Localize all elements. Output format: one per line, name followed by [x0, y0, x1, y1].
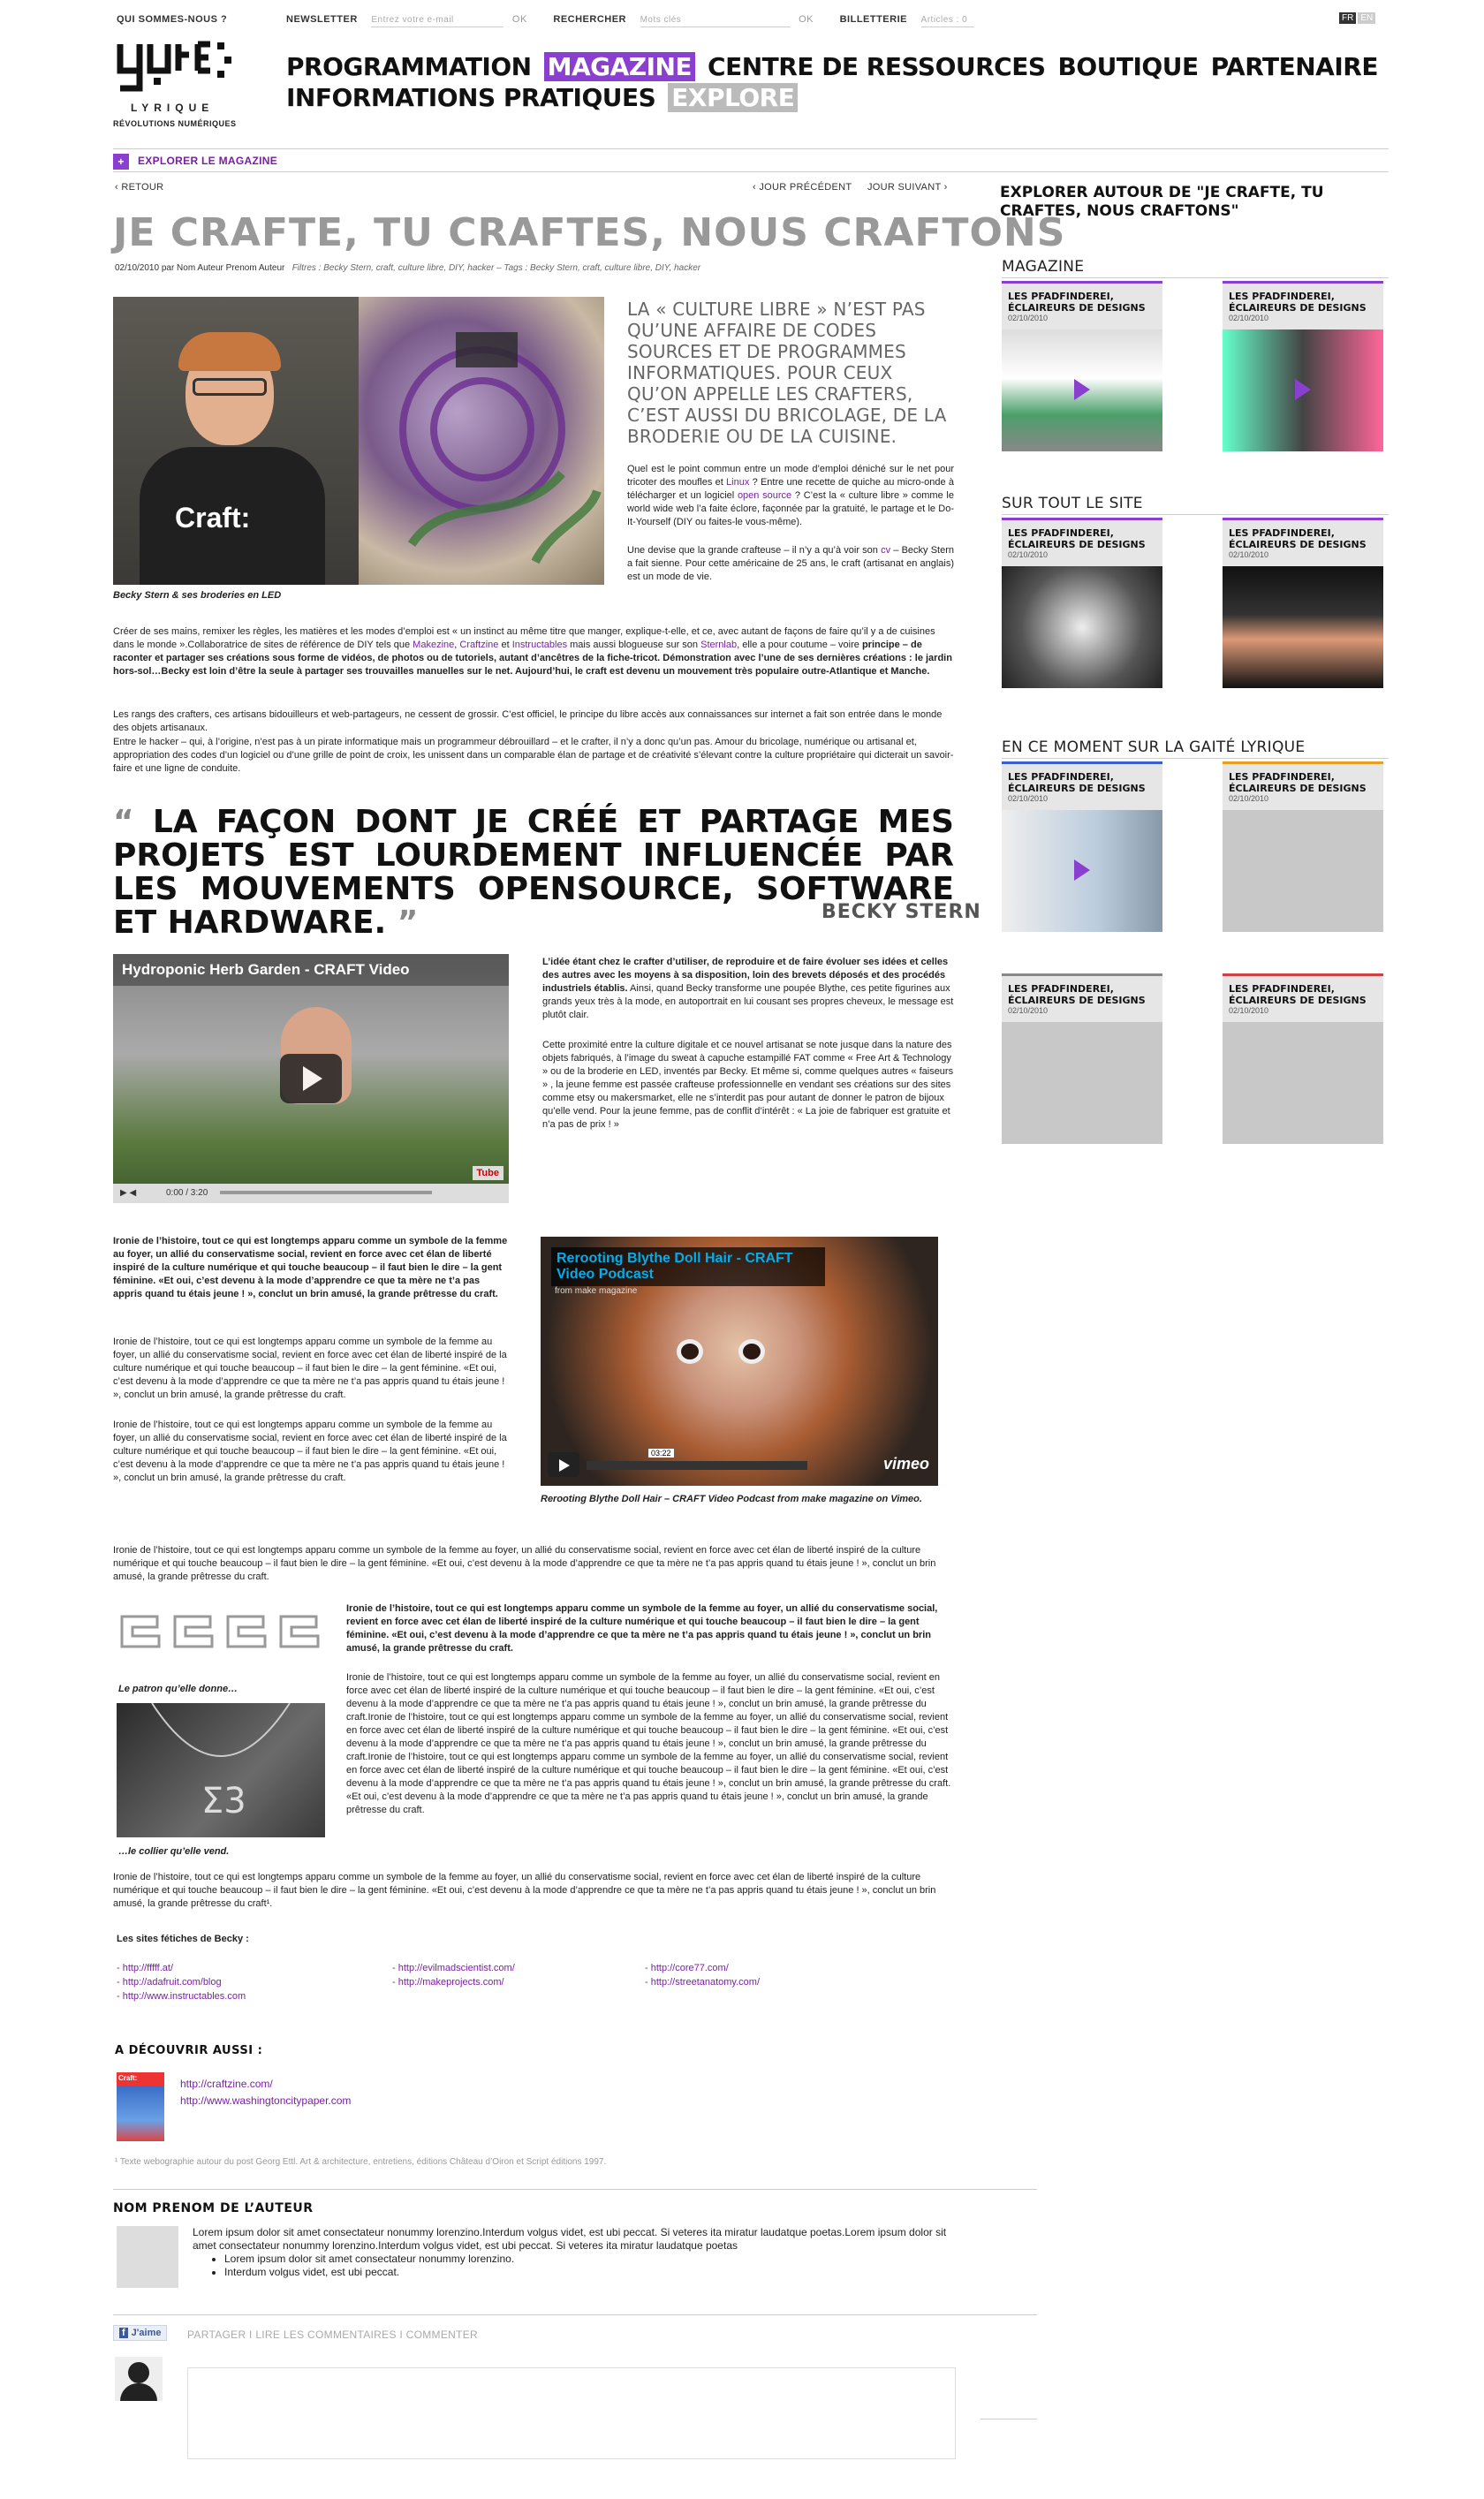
author-list-item: • Lorem ipsum dolor sit amet consectateur nonummy lorenzino. [224, 2253, 958, 2266]
chevron-right-icon: › [941, 182, 948, 193]
paragraph-3: Créer de ses mains, remixer les règles, les matières et les modes d’emploi est « un instinct au même titre que manger, explique-t-elle, et ce, avec autant de façons de faire qu’il y a de cuisines dans le monde ».Collaboratrice de sites de référence de DIY tels que Makezine, Craftzine et Instructables mais aussi blogueuse sur son Sternlab, elle a pour coutume – voire principe – de raconter et partager ses créations sous forme de vidéos, de photos ou de tutoriels, autant d’ancêtres de la fiche-tricot. Démonstration avec l’une de ses dernières créations : le jardin hors-sol…Becky est loin d’être la seule à partager ses trouvailles manuelles sur le net. Aujourd’hui, le craft est devenu un mouvement très populaire outre-Atlantique et Manche. [113, 626, 952, 677]
main-nav [286, 51, 1378, 113]
card-title: LES PFADFINDEREI, ÉCLAIREURS DE DESIGNS [1229, 771, 1367, 794]
author-bio [193, 2226, 958, 2279]
paragraph-2: Une devise que la grande crafteuse – il n’y a qu’à voir son cv – Becky Stern a fait sienne. Pour cette américaine de 25 ans, le craft (artisanat en anglais) est un mode de vie. [627, 545, 954, 582]
author-list-item: • Interdum volgus videt, est ubi peccat. [224, 2266, 958, 2279]
card-image [1223, 810, 1383, 932]
card-title: LES PFADFINDEREI, ÉCLAIREURS DE DESIGNS [1008, 291, 1146, 314]
share-divider [113, 2314, 1037, 2315]
card-date: 02/10/2010 [1229, 1006, 1269, 1015]
article-meta: 02/10/2010 par Nom Auteur Prenom Auteur [115, 263, 285, 273]
chevron-left-icon: ‹ [115, 182, 122, 193]
video-player-2[interactable] [541, 1237, 938, 1486]
header-divider [113, 148, 1389, 149]
magazine-label: Craft: [118, 2074, 138, 2082]
necklace-caption: …le collier qu’elle vend. [118, 1846, 230, 1857]
sites-col-2 [392, 1961, 515, 1989]
site-link-streetanatomy[interactable]: - http://streetanatomy.com/ [645, 1977, 761, 1988]
video-2-time: 03:22 [648, 1449, 674, 1458]
card-image [1002, 566, 1162, 688]
site-link-fffff[interactable]: - http://fffff.at/ [117, 1963, 174, 1973]
paragraph-12: Ironie de l’histoire, tout ce qui est longtemps apparu comme un symbole de la femme au foyer, un allié du conservatisme social, revient en force avec cet élan de liberté inspiré de la culture numérique et qui touche beaucoup – il faut bien le dire – la gent féminine. «Et oui, c’est devenu à la mode d’apprendre ce que ta mère ne t’a pas appris quand tu étais jeune ! », conclut un brin amusé, la grande prêtresse du craft. [346, 1603, 938, 1654]
site-link-adafruit[interactable]: - http://adafruit.com/blog [117, 1977, 222, 1988]
card-image [1223, 329, 1383, 451]
sidebar-card[interactable] [1223, 973, 1383, 1144]
card-title: LES PFADFINDEREI, ÉCLAIREURS DE DESIGNS [1229, 527, 1367, 550]
author-title: NOM PRENOM DE L’AUTEUR [113, 2201, 314, 2215]
paragraph-6: L’idée étant chez le crafter d’utiliser, de reproduire et de faire évoluer ses idées et celles des autres avec les moyens à sa disposition, loin des brevets déposés et des procédés industriels établis. Ainsi, quand Becky transforme une poupée Blythe, ces petite figurines aux grands yeux très à la mode, en autoportrait en lui cousant ses propres cheveux, le message est plutôt clair. [542, 957, 954, 1020]
nav-boutique[interactable]: BOUTIQUE [1057, 52, 1199, 81]
card-date: 02/10/2010 [1229, 794, 1269, 803]
prev-day-label: JOUR PRÉCÉDENT [759, 182, 852, 193]
sidebar-card[interactable] [1223, 518, 1383, 688]
search-input[interactable]: Mots clés [640, 15, 791, 27]
back-link[interactable] [115, 182, 163, 193]
sidebar-card[interactable] [1002, 281, 1162, 451]
lang-en-button[interactable]: EN [1358, 12, 1375, 24]
sites-title: Les sites fétiches de Becky : [117, 1934, 249, 1944]
embroidery-pattern-icon [359, 297, 604, 585]
article-intro: LA « CULTURE LIBRE » N’EST PAS QU’UNE AFFAIRE DE CODES SOURCES ET DE PROGRAMMES INFORMATIQUES. POUR CEUX QU’ON APPELLE LES CRAFTERS, C’EST AUSSI DU BRICOLAGE, DE LA BRODERIE OU DE LA CUISINE. [627, 299, 947, 447]
card-title: LES PFADFINDEREI, ÉCLAIREURS DE DESIGNS [1008, 771, 1146, 794]
plus-icon: + [113, 154, 129, 170]
open-source-link[interactable]: open source [737, 490, 792, 501]
quote-text: LA FAÇON DONT JE CRÉÉ ET PARTAGE MES PROJETS EST LOURDEMENT INFLUENCÉE PAR LES MOUVEMENTS OPENSOURCE, SOFTWARE ET HARDWARE. [113, 804, 954, 941]
video-2-from: from make magazine [555, 1286, 638, 1296]
card-date: 02/10/2010 [1229, 550, 1269, 559]
sidebar-card[interactable] [1223, 761, 1383, 932]
card-image [1002, 329, 1162, 451]
discover-link-washington[interactable]: http://www.washingtoncitypaper.com [180, 2094, 352, 2107]
video-play-small-icon[interactable]: ▶ ◀ [120, 1188, 137, 1198]
nav-magazine[interactable]: MAGAZINE [544, 52, 695, 81]
nav-centre-ressources[interactable]: CENTRE DE RESSOURCES [708, 52, 1046, 81]
author-bio-text: Lorem ipsum dolor sit amet consectateur nonummy lorenzino.Interdum volgus videt, est ubi peccat. Si veteres ita miratur laudatque poetas.Lorem ipsum dolor sit amet consectateur nonummy lorenzino.Interdum volgus videt, est ubi peccat. Si veteres ita miratur laudatque poetas [193, 2226, 947, 2252]
photo-caption: Becky Stern & ses broderies en LED [113, 590, 282, 601]
paragraph-1: Quel est le point commun entre un mode d’emploi déniché sur le net pour tricoter des moufles et Linux ? Entre une recette de quiche au micro-onde à télécharger et un logiciel open source ? C’est la « culture libre » comme le world wide web l’a faite éclore, façonnée par la gratuité, le partage et le Do-It-Yourself (DIY ou faites-le vous-même). [627, 464, 954, 527]
search-label: RECHERCHER [553, 14, 626, 25]
prev-day-link[interactable] [753, 182, 852, 193]
author-avatar [117, 2226, 178, 2288]
sidebar-card[interactable] [1002, 518, 1162, 688]
play-icon[interactable] [1295, 379, 1311, 400]
paragraph-5: Entre le hacker – qui, à l’origine, n’est pas à un pirate informatique mais un programmeur débrouillard – et le crafter, il n’y a donc qu’un pas. Amour du bricolage, numérique ou artisanal et, appropriation des codes d’un logiciel ou d’une grille de point de croix, les unissent dans un comparable élan de partage et de créativité s’élevant contre la culture propriétaire qui dicterait un savoir-faire et une ligne de conduite. [113, 737, 954, 774]
paragraph-14: Ironie de l’histoire, tout ce qui est longtemps apparu comme un symbole de la femme au foyer, un allié du conservatisme social, revient en force avec cet élan de liberté inspiré de la culture numérique et qui touche beaucoup – il faut bien le dire – la gent féminine. «Et oui, c’est devenu à la mode d’apprendre ce que ta mère ne t’a pas appris quand tu étais jeune ! », conclut un brin amusé, la grande prêtresse du craft¹. [113, 1872, 936, 1909]
instructables-link[interactable]: Instructables [511, 640, 568, 650]
sidebar-section-site: SUR TOUT LE SITE [1002, 495, 1143, 512]
like-label: J'aime [131, 2328, 162, 2338]
section-divider [1002, 514, 1389, 515]
card-date: 02/10/2010 [1008, 1006, 1049, 1015]
quote-author: BECKY STERN [822, 901, 981, 923]
footnote: ¹ Texte webographie autour du post Georg Ettl. Art & architecture, entretiens, éditions Château d’Oiron et Script éditions 1997. [115, 2157, 607, 2167]
vimeo-play-icon[interactable] [548, 1452, 579, 1477]
main-photo [113, 297, 604, 585]
video-1-controls[interactable] [113, 1184, 509, 1203]
play-icon[interactable] [1074, 379, 1090, 400]
billetterie-link[interactable]: BILLETTERIE [839, 14, 907, 25]
pattern-image [117, 1608, 329, 1655]
card-image [1223, 566, 1383, 688]
portrait-image [113, 297, 359, 585]
card-date: 02/10/2010 [1008, 314, 1049, 322]
author-divider [113, 2189, 1037, 2190]
discover-title: A DÉCOUVRIR AUSSI : [115, 2044, 263, 2057]
discover-link-craftzine[interactable]: http://craftzine.com/ [180, 2078, 273, 2090]
craftzine-link[interactable]: Craftzine [459, 640, 499, 650]
paragraph-10: Ironie de l’histoire, tout ce qui est longtemps apparu comme un symbole de la femme au foyer, un allié du conservatisme social, revient en force avec cet élan de liberté inspiré de la culture numérique et qui touche beaucoup – il faut bien le dire – la gent féminine. «Et oui, c’est devenu à la mode d’apprendre ce que ta mère ne t’a pas appris quand tu étais jeune ! », conclut un brin amusé, la grande prêtresse du craft. [113, 1420, 507, 1483]
site-link-evilmad[interactable]: - http://evilmadscientist.com/ [392, 1963, 515, 1973]
chevron-left-icon: ‹ [753, 182, 760, 193]
nav-explore[interactable]: EXPLORE [668, 83, 798, 112]
quote-close-icon: ” [397, 905, 419, 941]
sites-col-1 [117, 1961, 246, 2003]
discover-links [180, 2076, 351, 2109]
vimeo-logo: vimeo [882, 1455, 929, 1473]
article-title: JE CRAFTE, TU CRAFTES, NOUS CRAFTONS [113, 210, 1066, 255]
who-link[interactable]: QUI SOMMES-NOUS ? [117, 14, 228, 25]
youtube-logo: Tube [473, 1166, 504, 1180]
paragraph-11: Ironie de l’histoire, tout ce qui est longtemps apparu comme un symbole de la femme au foyer, un allié du conservatisme social, revient en force avec cet élan de liberté inspiré de la culture numérique et qui touche beaucoup – il faut bien le dire – la gent féminine. «Et oui, c’est devenu à la mode d’apprendre ce que ta mère ne t’a pas appris quand tu étais jeune ! », conclut un brin amusé, la grande prêtresse du craft. [113, 1545, 936, 1582]
article-filters: Filtres : Becky Stern, craft, culture libre, DIY, hacker – Tags : Becky Stern, craft, culture libre, DIY, hacker [292, 263, 701, 273]
newsletter-input[interactable]: Entrez votre e-mail [371, 15, 504, 27]
video-1-title: Hydroponic Herb Garden - CRAFT Video [113, 954, 509, 986]
card-title: LES PFADFINDEREI, ÉCLAIREURS DE DESIGNS [1008, 983, 1146, 1006]
lang-fr-button[interactable]: FR [1339, 12, 1356, 24]
search-ok-button[interactable]: OK [799, 14, 814, 25]
site-link-instructables[interactable]: - http://www.instructables.com [117, 1991, 246, 2002]
sternlab-link[interactable]: Sternlab [700, 640, 738, 650]
section-divider [1002, 758, 1389, 759]
next-day-label: JOUR SUIVANT [867, 182, 942, 193]
newsletter-label: NEWSLETTER [286, 14, 358, 25]
cart-count: Articles : 0 [921, 15, 974, 27]
explore-divider [113, 171, 1389, 172]
paragraph-8: Ironie de l’histoire, tout ce qui est longtemps apparu comme un symbole de la femme au foyer, un allié du conservatisme social, revient en force avec cet élan de liberté inspiré de la culture numérique et qui touche beaucoup – il faut bien le dire – la gent féminine. «Et oui, c’est devenu à la mode d’apprendre ce que ta mère ne t’a pas appris quand tu étais jeune ! », conclut un brin amusé, la grande prêtresse du craft. [113, 1236, 508, 1299]
cv-link[interactable]: cv [881, 545, 891, 556]
nav-programmation[interactable]: PROGRAMMATION [286, 52, 532, 81]
makezine-link[interactable]: Makezine [413, 640, 455, 650]
sidebar-card[interactable] [1002, 973, 1162, 1144]
linux-link[interactable]: Linux [726, 477, 750, 488]
card-date: 02/10/2010 [1008, 550, 1049, 559]
next-day-link[interactable] [867, 182, 948, 193]
card-image [1002, 1022, 1162, 1144]
section-divider [1002, 277, 1389, 278]
explore-magazine-bar[interactable] [113, 154, 277, 170]
card-title: LES PFADFINDEREI, ÉCLAIREURS DE DESIGNS [1229, 291, 1367, 314]
video-2-title-box [551, 1247, 825, 1286]
video-1-progress[interactable] [220, 1191, 432, 1194]
paragraph-9: Ironie de l’histoire, tout ce qui est longtemps apparu comme un symbole de la femme au foyer, un allié du conservatisme social, revient en force avec cet élan de liberté inspiré de la culture numérique et qui touche beaucoup – il faut bien le dire – la gent féminine. «Et oui, c’est devenu à la mode d’apprendre ce que ta mère ne t’a pas appris quand tu étais jeune ! », conclut un brin amusé, la grande prêtresse du craft. [113, 1337, 507, 1400]
card-date: 02/10/2010 [1008, 794, 1049, 803]
video-player-1[interactable] [113, 954, 509, 1203]
back-label: RETOUR [121, 182, 164, 193]
pattern-caption: Le patron qu’elle donne… [118, 1684, 238, 1694]
necklace-icon [117, 1703, 325, 1837]
video-2-progress[interactable] [587, 1449, 807, 1470]
card-title: LES PFADFINDEREI, ÉCLAIREURS DE DESIGNS [1229, 983, 1367, 1006]
nav-partenaire[interactable]: PARTENAIRE [1210, 52, 1378, 81]
sidebar-card[interactable] [1223, 281, 1383, 451]
video-2-caption: Rerooting Blythe Doll Hair – CRAFT Video Podcast from make magazine on Vimeo. [541, 1494, 922, 1504]
shirt-text: Craft: [175, 502, 251, 534]
explore-magazine-label: EXPLORER LE MAGAZINE [138, 155, 278, 168]
facebook-like-button[interactable] [113, 2325, 167, 2341]
card-date: 02/10/2010 [1229, 314, 1269, 322]
svg-text:Σ3: Σ3 [201, 1781, 246, 1821]
share-links[interactable]: PARTAGER I LIRE LES COMMENTAIRES I COMMENTER [187, 2329, 479, 2341]
paragraph-7: Cette proximité entre la culture digitale et ce nouvel artisanat se note jusque dans la nature des objets fabriqués, à l’image du sweat à capuche estampillé FAT comme « Free Art & Technology » ou de la broderie en LED, inventés par Becky. Et même si, comme quelques autres « faiseurs » , la jeune femme est passée crafteuse professionnelle en vendant ses créations sur des sites comme etsy ou makersmarket, elle ne s’interdit pas pour autant de donner le patron de bijoux qu’elle vend. Pour la jeune femme, pas de conflit d’intérêt : « La joie de fabriquer est gratuite et n’a pas de prix ! » [542, 1040, 954, 1130]
play-icon[interactable] [280, 1054, 342, 1103]
comment-textarea[interactable] [187, 2367, 956, 2459]
embroidery-image [359, 297, 604, 585]
nav-informations[interactable]: INFORMATIONS PRATIQUES [286, 83, 656, 112]
card-title: LES PFADFINDEREI, ÉCLAIREURS DE DESIGNS [1008, 527, 1146, 550]
quote-open-icon: “ [113, 804, 134, 840]
sidebar-section-magazine: MAGAZINE [1002, 258, 1085, 276]
card-image [1223, 1022, 1383, 1144]
facebook-icon: f [119, 2328, 128, 2338]
site-link-makeprojects[interactable]: - http://makeprojects.com/ [392, 1977, 504, 1988]
logo-name: LYRIQUE [131, 102, 215, 114]
sidebar-card[interactable] [1002, 761, 1162, 932]
logo-glyph-icon [113, 35, 237, 97]
paragraph-4: Les rangs des crafters, ces artisans bidouilleurs et web-partageurs, ne cessent de grossir. C’est officiel, le principe du libre accès aux connaissances sur internet a fait son entrée dans le monde des objets artisanaux. [113, 709, 943, 733]
site-logo[interactable] [113, 35, 246, 133]
video-1-time: 0:00 / 3:20 [166, 1188, 208, 1198]
sidebar-section-now: EN CE MOMENT SUR LA GAITÉ LYRIQUE [1002, 738, 1306, 756]
card-image [1002, 810, 1162, 932]
paragraph-13: Ironie de l’histoire, tout ce qui est longtemps apparu comme un symbole de la femme au foyer, un allié du conservatisme social, revient en force avec cet élan de liberté inspiré de la culture numérique et qui touche beaucoup – il faut bien le dire – la gent féminine. «Et oui, c’est devenu à la mode d’apprendre ce que ta mère ne t’a pas appris quand tu étais jeune ! », conclut un brin amusé, la grande prêtresse du craft.Ironie de l’histoire, tout ce qui est longtemps apparu comme un symbole de la femme au foyer, un allié du conservatisme social, revient en force avec cet élan de liberté inspiré de la culture numérique et qui touche beaucoup – il faut bien le dire – la gent féminine. «Et oui, c’est devenu à la mode d’apprendre ce que ta mère ne t’a pas appris quand tu étais jeune ! », conclut un brin amusé, la grande prêtresse du craft.Ironie de l’histoire, tout ce qui est longtemps apparu comme un symbole de la femme au foyer, un allié du conservatisme social, revient en force avec cet élan de liberté inspiré de la culture numérique et qui touche beaucoup – il faut bien le dire – la gent féminine. «Et oui, c’est devenu à la mode d’apprendre ce que ta mère ne t’a pas appris quand tu étais jeune ! », conclut un brin amusé, la grande prêtresse du craft. «Et oui, c’est devenu à la mode d’apprendre ce que ta mère ne t’a pas appris quand tu étais jeune ! », conclut un brin amusé, la grande prêtresse du craft. [346, 1672, 951, 1815]
sites-col-3 [645, 1961, 760, 1989]
pattern-glyph-icon [117, 1608, 329, 1655]
video-2-title: Rerooting Blythe Doll Hair - CRAFT Video Podcast [556, 1251, 793, 1282]
sidebar-title: EXPLORER AUTOUR DE "JE CRAFTE, TU CRAFTES, NOUS CRAFTONS" [1000, 184, 1324, 220]
commenter-avatar [115, 2357, 163, 2401]
craft-magazine-cover[interactable] [117, 2072, 164, 2141]
logo-tagline: RÉVOLUTIONS NUMÉRIQUES [113, 119, 237, 128]
necklace-image [117, 1703, 325, 1837]
site-link-core77[interactable]: - http://core77.com/ [645, 1963, 729, 1973]
newsletter-ok-button[interactable]: OK [511, 14, 527, 25]
play-icon[interactable] [1074, 860, 1090, 881]
